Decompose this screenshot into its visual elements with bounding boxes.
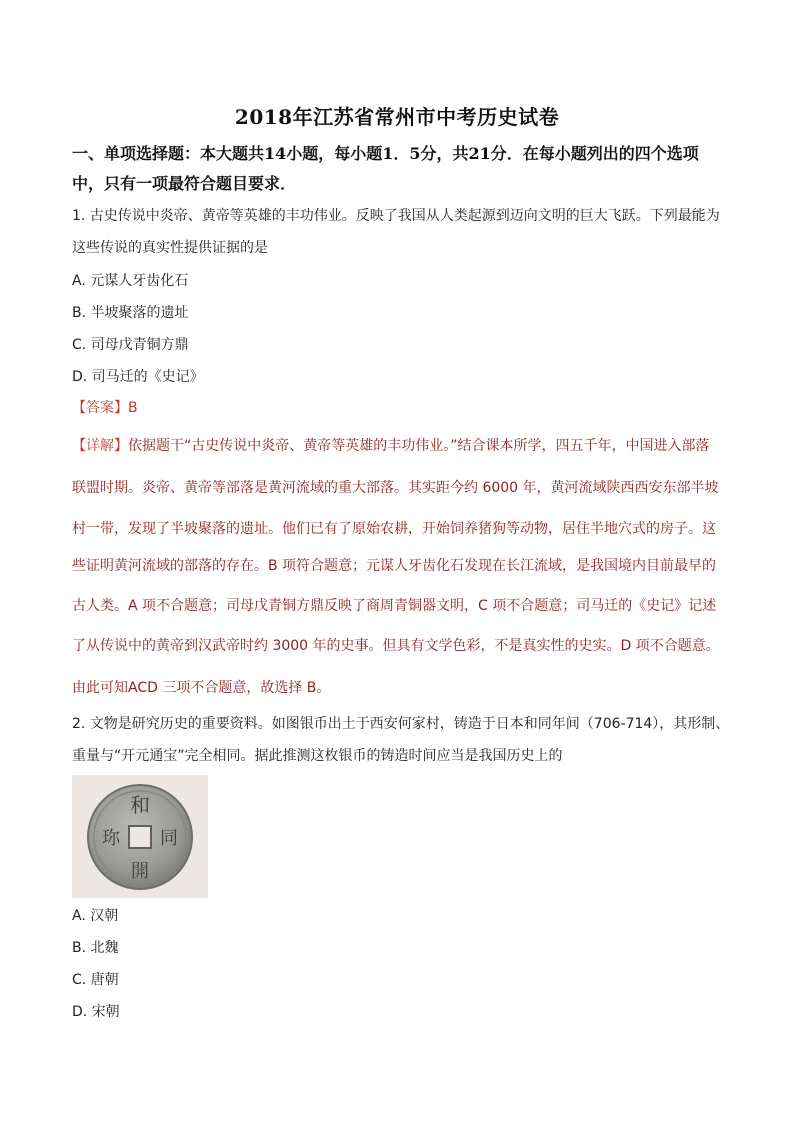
q1-option-a: A. 元谋人牙齿化石 [72, 273, 189, 289]
q1-detail-line-5: 古人类。A 项不合题意；司母戊青铜方鼎反映了商周青铜器文明，C 项不合题意；司马迁的《史记》记述 [72, 598, 717, 614]
q1-detail-line-4: 些证明黄河流域的部落的存在。B 项符合题意；元谋人牙齿化石发现在长江流域，是我国境内目前最早的 [72, 558, 717, 574]
section-heading-line-1: 一、单项选择题：本大题共14小题，每小题1．5分，共21分．在每小题列出的四个选项 [72, 144, 699, 163]
q1-detail-line-1 [72, 436, 732, 456]
q1-answer [72, 398, 138, 418]
section-heading-line-2: 中，只有一项最符合题目要求． [72, 174, 297, 193]
detail-tag: 【详解】 [72, 438, 128, 454]
q1-detail-line-7: 由此可知ACD 三项不合题意，故选择 B。 [72, 680, 331, 696]
coin-char-bottom: 開 [131, 861, 149, 882]
q1-option-b: B. 半坡聚落的遗址 [72, 305, 189, 321]
coin-char-top: 和 [130, 793, 150, 817]
q2-option-c: C. 唐朝 [72, 972, 119, 988]
q2-option-b: B. 北魏 [72, 940, 119, 956]
q1-stem-line-1: 1. 古史传说中炎帝、黄帝等英雄的丰功伟业。反映了我国从人类起源到迈向文明的巨大飞跃。下列最能为 [72, 208, 720, 224]
coin-char-left: 珎 [102, 828, 120, 849]
q1-option-c: C. 司母戊青铜方鼎 [72, 337, 189, 353]
answer-value: B [128, 400, 138, 416]
q1-detail-line-3: 村一带，发现了半坡聚落的遗址。他们已有了原始农耕，开始饲养猪狗等动物，居住半地穴式的房子。这 [72, 521, 716, 537]
q2-stem-line-1: 2. 文物是研究历史的重要资料。如图银币出土于西安何家村，铸造于日本和同年间（706-714），其形制、 [72, 716, 730, 732]
q2-stem-line-2: 重量与“开元通宝”完全相同。据此推测这枚银币的铸造时间应当是我国历史上的 [72, 748, 563, 764]
silver-coin-image [72, 775, 208, 898]
q2-option-a: A. 汉朝 [72, 908, 119, 924]
coin-illustration [72, 775, 208, 898]
coin-char-right: 同 [160, 828, 178, 849]
coin-square-hole [129, 826, 151, 848]
page-title: 2018年江苏省常州市中考历史试卷 [234, 105, 560, 129]
q1-detail-line-2: 联盟时期。炎帝、黄帝等部落是黄河流域的重大部落。其实距今约 6000 年，黄河流域陕西西安东部半坡 [72, 480, 719, 496]
q1-detail-line-6: 了从传说中的黄帝到汉武帝时约 3000 年的史事。但具有文学色彩，不是真实性的史实。D 项不合题意。 [72, 638, 720, 654]
q1-stem-line-2: 这些传说的真实性提供证据的是 [72, 240, 268, 256]
answer-tag: 【答案】 [72, 400, 128, 416]
detail-text: 依据题干“古史传说中炎帝、黄帝等英雄的丰功伟业。”结合课本所学，四五千年，中国进入部落 [128, 438, 710, 454]
q2-option-d: D. 宋朝 [72, 1004, 120, 1020]
q1-option-d: D. 司马迁的《史记》 [72, 369, 204, 385]
section-heading [72, 139, 732, 199]
